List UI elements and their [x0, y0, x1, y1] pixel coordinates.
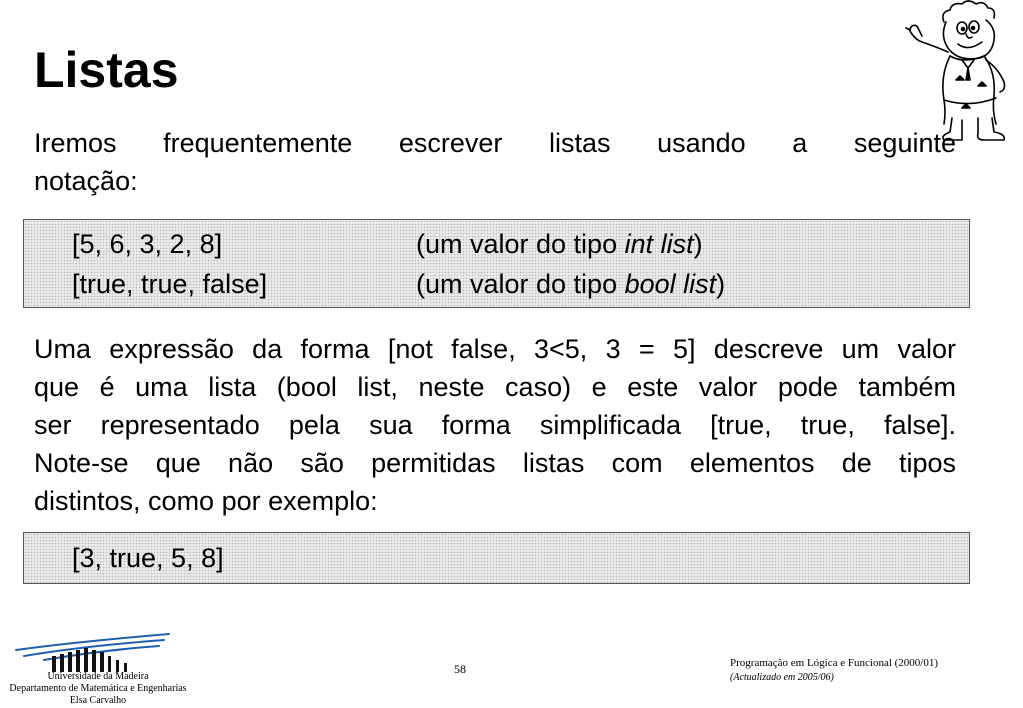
footer-author: Elsa Carvalho: [69, 695, 127, 706]
paragraph-line: distintos, como por exemplo:: [34, 486, 378, 516]
type-desc-suffix: ): [716, 269, 726, 299]
footer-department: Departamento de Matemática e Engenharias: [9, 683, 187, 694]
university-logo: [14, 630, 174, 675]
list-literal: [3, true, 5, 8]: [72, 543, 224, 573]
code-counterexample-box: [23, 532, 970, 584]
type-name: bool list: [624, 269, 717, 299]
code-row: [72, 268, 726, 300]
paragraph-line: que é uma lista (bool list, neste caso) e este valor pode também: [34, 372, 956, 402]
intro-paragraph: [34, 124, 956, 200]
footer-course: Programação em Lógica e Funcional (2000/01): [730, 657, 939, 669]
type-name: int list: [624, 229, 694, 259]
code-row: [72, 542, 224, 574]
list-literal: [true, true, false]: [72, 269, 268, 299]
explanation-paragraph: [34, 330, 956, 520]
type-description: [416, 228, 703, 260]
type-desc-prefix: (um valor do tipo: [416, 269, 625, 299]
footer-updated: (Actualizado em 2005/06): [730, 672, 834, 683]
page-title: Listas: [34, 42, 179, 98]
code-row: [72, 228, 703, 260]
intro-line-1: Iremos frequentemente escrever listas usando a seguinte: [34, 128, 956, 158]
paragraph-line: Note-se que não são permitidas listas com elementos de tipos: [34, 448, 956, 478]
type-desc-prefix: (um valor do tipo: [416, 229, 625, 259]
paragraph-line: ser representado pela sua forma simplificada [true, true, false].: [34, 410, 956, 440]
code-example-box: [23, 219, 970, 308]
footer-university: Universidade da Madeira: [47, 671, 149, 682]
page-number: 58: [454, 662, 466, 676]
list-literal: [5, 6, 3, 2, 8]: [72, 229, 223, 259]
intro-line-2: notação:: [34, 166, 138, 196]
type-desc-suffix: ): [693, 229, 703, 259]
paragraph-line: Uma expressão da forma [not false, 3<5, 3 = 5] descreve um valor: [34, 334, 956, 364]
type-description: [416, 268, 725, 300]
